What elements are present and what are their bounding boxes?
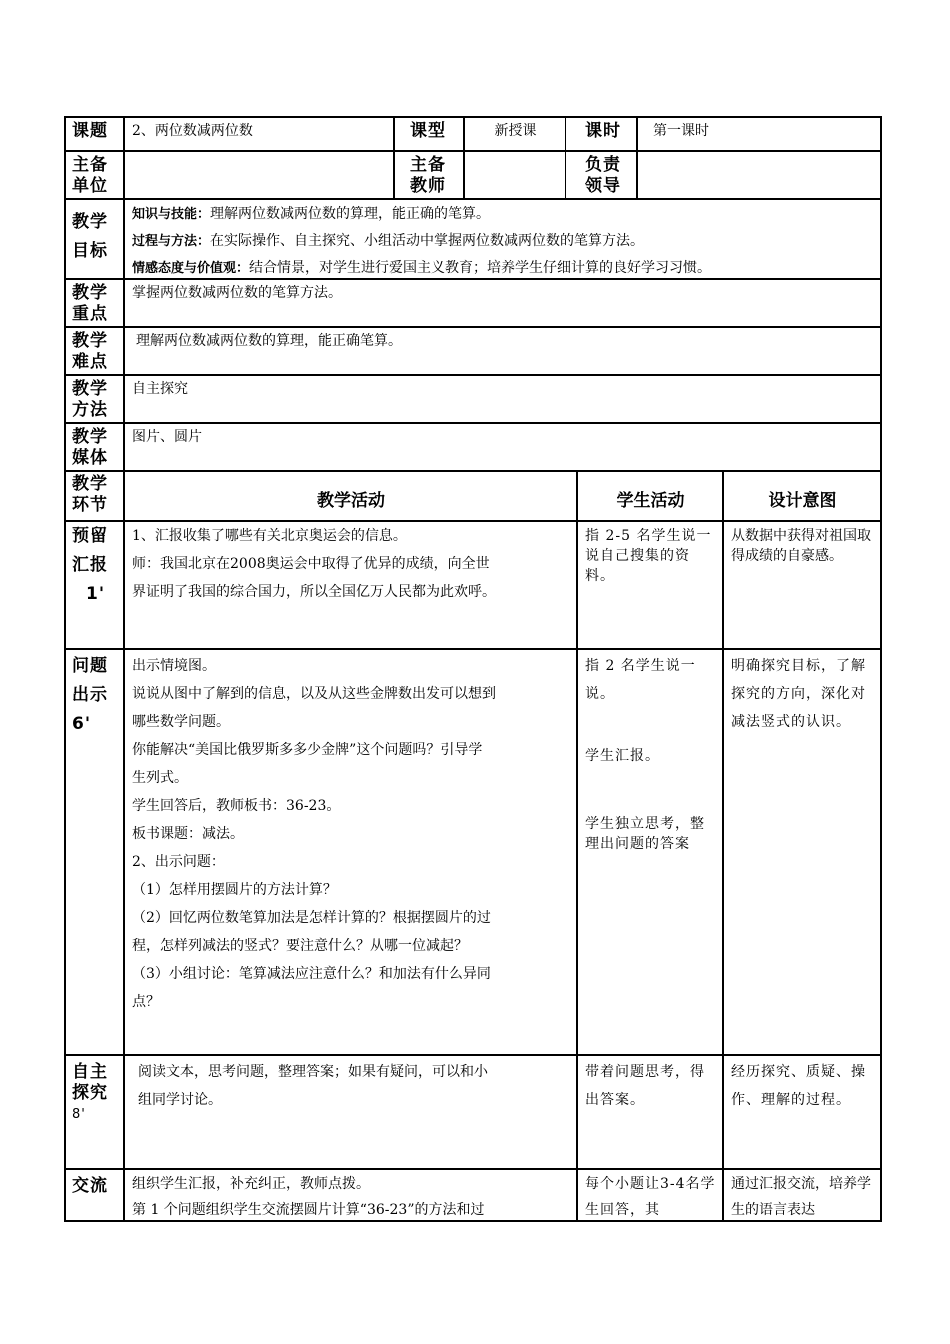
media-label: 教学 媒体: [66, 424, 124, 470]
stage-name: 交流: [66, 1170, 124, 1222]
row-topic: [66, 118, 880, 151]
stage-activity: 阅读文本，思考问题，整理答案；如果有疑问，可以和小 组同学讨论。: [126, 1056, 577, 1168]
focus-label: 教学 重点: [66, 280, 124, 326]
difficulty-text: 理解两位数减两位数的算理，能正确笔算。: [136, 333, 402, 349]
type-value: 新授课: [466, 118, 566, 150]
stage-student: 指 2 名学生说一说。 学生汇报。 学生独立思考，整理出问题的答案: [579, 650, 723, 1054]
teacher-value: [466, 152, 566, 198]
stage-student: 每个小题让3-4名学生回答，其: [579, 1170, 723, 1222]
leader-value: [639, 152, 880, 198]
stage-name: 自主 探究 8': [66, 1056, 124, 1168]
stage-intent: 明确探究目标，了解探究的方向，深化对减法竖式的认识。: [731, 658, 866, 730]
stage-student: 指 2-5 名学生说一说自己搜集的资料。: [579, 522, 723, 648]
student-column-header: 学生活动: [579, 472, 723, 520]
difficulty-label: 教学 难点: [66, 328, 124, 374]
topic-label: 课题: [66, 118, 124, 150]
topic-value: 2、两位数减两位数: [126, 118, 394, 150]
stage-row-question: [66, 650, 880, 1055]
stage-intent: 经历探究、质疑、操作、理解的过程。: [731, 1064, 866, 1108]
leader-label: 负责 领导: [569, 152, 637, 198]
stage-activity: 出示情境图。 说说从图中了解到的信息，以及从这些金牌数出发可以想到 哪些数学问题。 你能解决“美国比俄罗斯多多少金牌”这个问题吗？引导学 生列式。 学生回答后，教师板书：36-23。 板书课题：减法。 2、出示问题： （1）怎样用摆圆片的方法计算？ （2）回忆两位数笔算加法是怎样计算的？根据摆圆片的过 程，怎样列减法的竖式？要注意什么？从哪一位减起？ （3）小组讨论：笔算减法应注意什么？和加法有什么异同 点？: [126, 650, 577, 1054]
goals-label: 教学 目标: [66, 200, 124, 278]
row-difficulty: [66, 328, 880, 375]
teacher-label: 主备 教师: [396, 152, 464, 198]
stage-activity: 1、汇报收集了哪些有关北京奥运会的信息。 师：我国北京在2008奥运会中取得了优异的成绩，向全世 界证明了我国的综合国力，所以全国亿万人民都为此欢呼。: [126, 522, 577, 648]
media-text: 图片、圆片: [132, 429, 202, 445]
stage-row-explore: [66, 1056, 880, 1169]
stage-name: 问题 出示 6': [66, 650, 124, 1054]
stage-activity: 组织学生汇报，补充纠正，教师点拨。 第 1 个问题组织学生交流摆圆片计算“36-23”的方法和过: [126, 1170, 577, 1222]
stage-student: 带着问题思考，得出答案。: [579, 1056, 723, 1168]
stage-intent: 从数据中获得对祖国取得成绩的自豪感。: [731, 528, 871, 564]
row-unit: [66, 152, 880, 199]
goal-process: 过程与方法：在实际操作、自主探究、小组活动中掌握两位数减两位数的笔算方法。: [132, 233, 645, 249]
row-goals: [66, 200, 880, 279]
row-focus: [66, 280, 880, 327]
focus-text: 掌握两位数减两位数的笔算方法。: [132, 285, 342, 301]
activity-column-header: 教学活动: [126, 472, 577, 520]
goals-content: [126, 200, 880, 278]
period-label: 课时: [569, 118, 637, 150]
row-media: [66, 424, 880, 471]
method-text: 自主探究: [132, 381, 188, 397]
goal-emotion: 情感态度与价值观：结合情景，对学生进行爱国主义教育；培养学生仔细计算的良好学习习惯。: [132, 260, 712, 276]
row-method: [66, 376, 880, 423]
stage-name: 预留 汇报 1': [66, 522, 124, 648]
stage-row-report: [66, 522, 880, 649]
stage-column-label: 教学 环节: [66, 472, 124, 520]
intent-column-header: 设计意图: [768, 491, 837, 511]
unit-label: 主备 单位: [66, 152, 124, 198]
type-label: 课型: [396, 118, 464, 150]
goal-knowledge: 知识与技能：理解两位数减两位数的算理，能正确的笔算。: [132, 206, 491, 222]
stage-row-exchange: [66, 1170, 880, 1222]
stage-intent: 通过汇报交流，培养学生的语言表达: [731, 1176, 871, 1218]
method-label: 教学 方法: [66, 376, 124, 422]
row-column-headers: [66, 472, 880, 521]
unit-value: [126, 152, 394, 198]
lesson-plan-table: [64, 116, 882, 1222]
period-value: 第一课时: [653, 123, 709, 139]
